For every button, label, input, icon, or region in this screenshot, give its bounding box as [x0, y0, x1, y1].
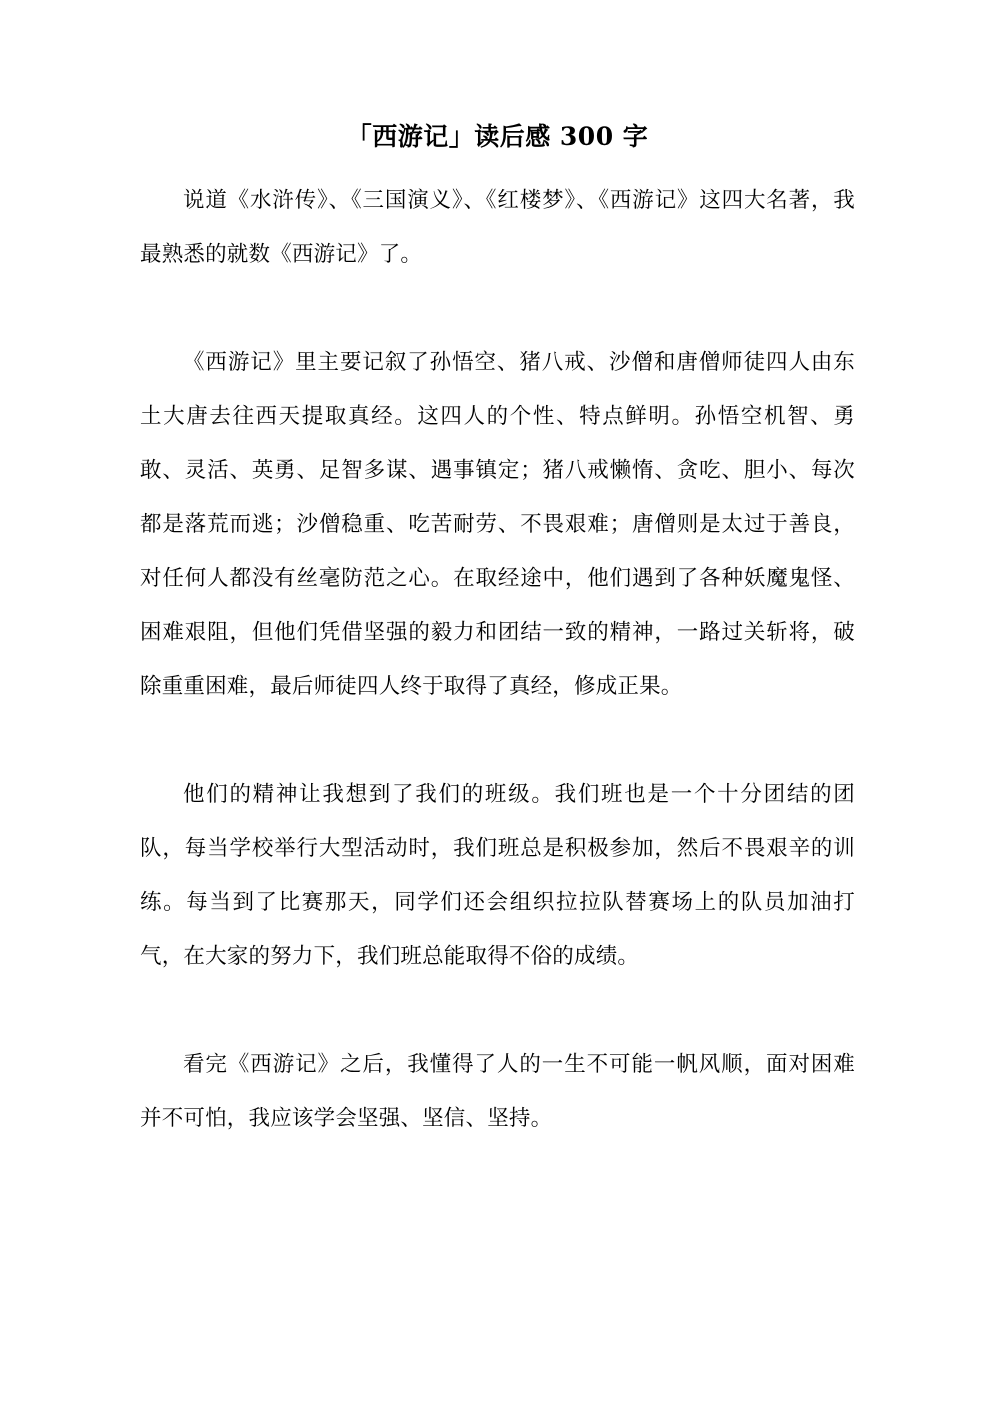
- paragraph-3: 他们的精神让我想到了我们的班级。我们班也是一个十分团结的团队，每当学校举行大型活动时，我们班总是积极参加，然后不畏艰辛的训练。每当到了比赛那天，同学们还会组织拉拉队替赛场上的队员加油打气，在大家的努力下，我们班总能取得不俗的成绩。: [140, 781, 855, 969]
- paragraph-spacer: [140, 714, 855, 768]
- paragraph-4: 看完《西游记》之后，我懂得了人的一生不可能一帆风顺，面对困难并不可怕，我应该学会坚强、坚信、坚持。: [140, 1051, 855, 1131]
- paragraph-2: 《西游记》里主要记叙了孙悟空、猪八戒、沙僧和唐僧师徒四人由东土大唐去往西天提取真经。这四人的个性、特点鲜明。孙悟空机智、勇敢、灵活、英勇、足智多谋、遇事镇定；猪八戒懒惰、贪吃、胆小、每次都是落荒而逃；沙僧稳重、吃苦耐劳、不畏艰难；唐僧则是太过于善良，对任何人都没有丝毫防范之心。在取经途中，他们遇到了各种妖魔鬼怪、困难艰阻，但他们凭借坚强的毅力和团结一致的精神，一路过关斩将，破除重重困难，最后师徒四人终于取得了真经，修成正果。: [140, 349, 855, 699]
- paragraph-spacer: [140, 984, 855, 1038]
- document-body: [140, 118, 855, 1146]
- paragraph-1: 说道《水浒传》、《三国演义》、《红楼梦》、《西游记》这四大名著，我最熟悉的就数《西游记》了。: [140, 187, 855, 267]
- paragraph-spacer: [140, 282, 855, 336]
- page-title: 「西游记」读后感 300 字: [346, 122, 649, 151]
